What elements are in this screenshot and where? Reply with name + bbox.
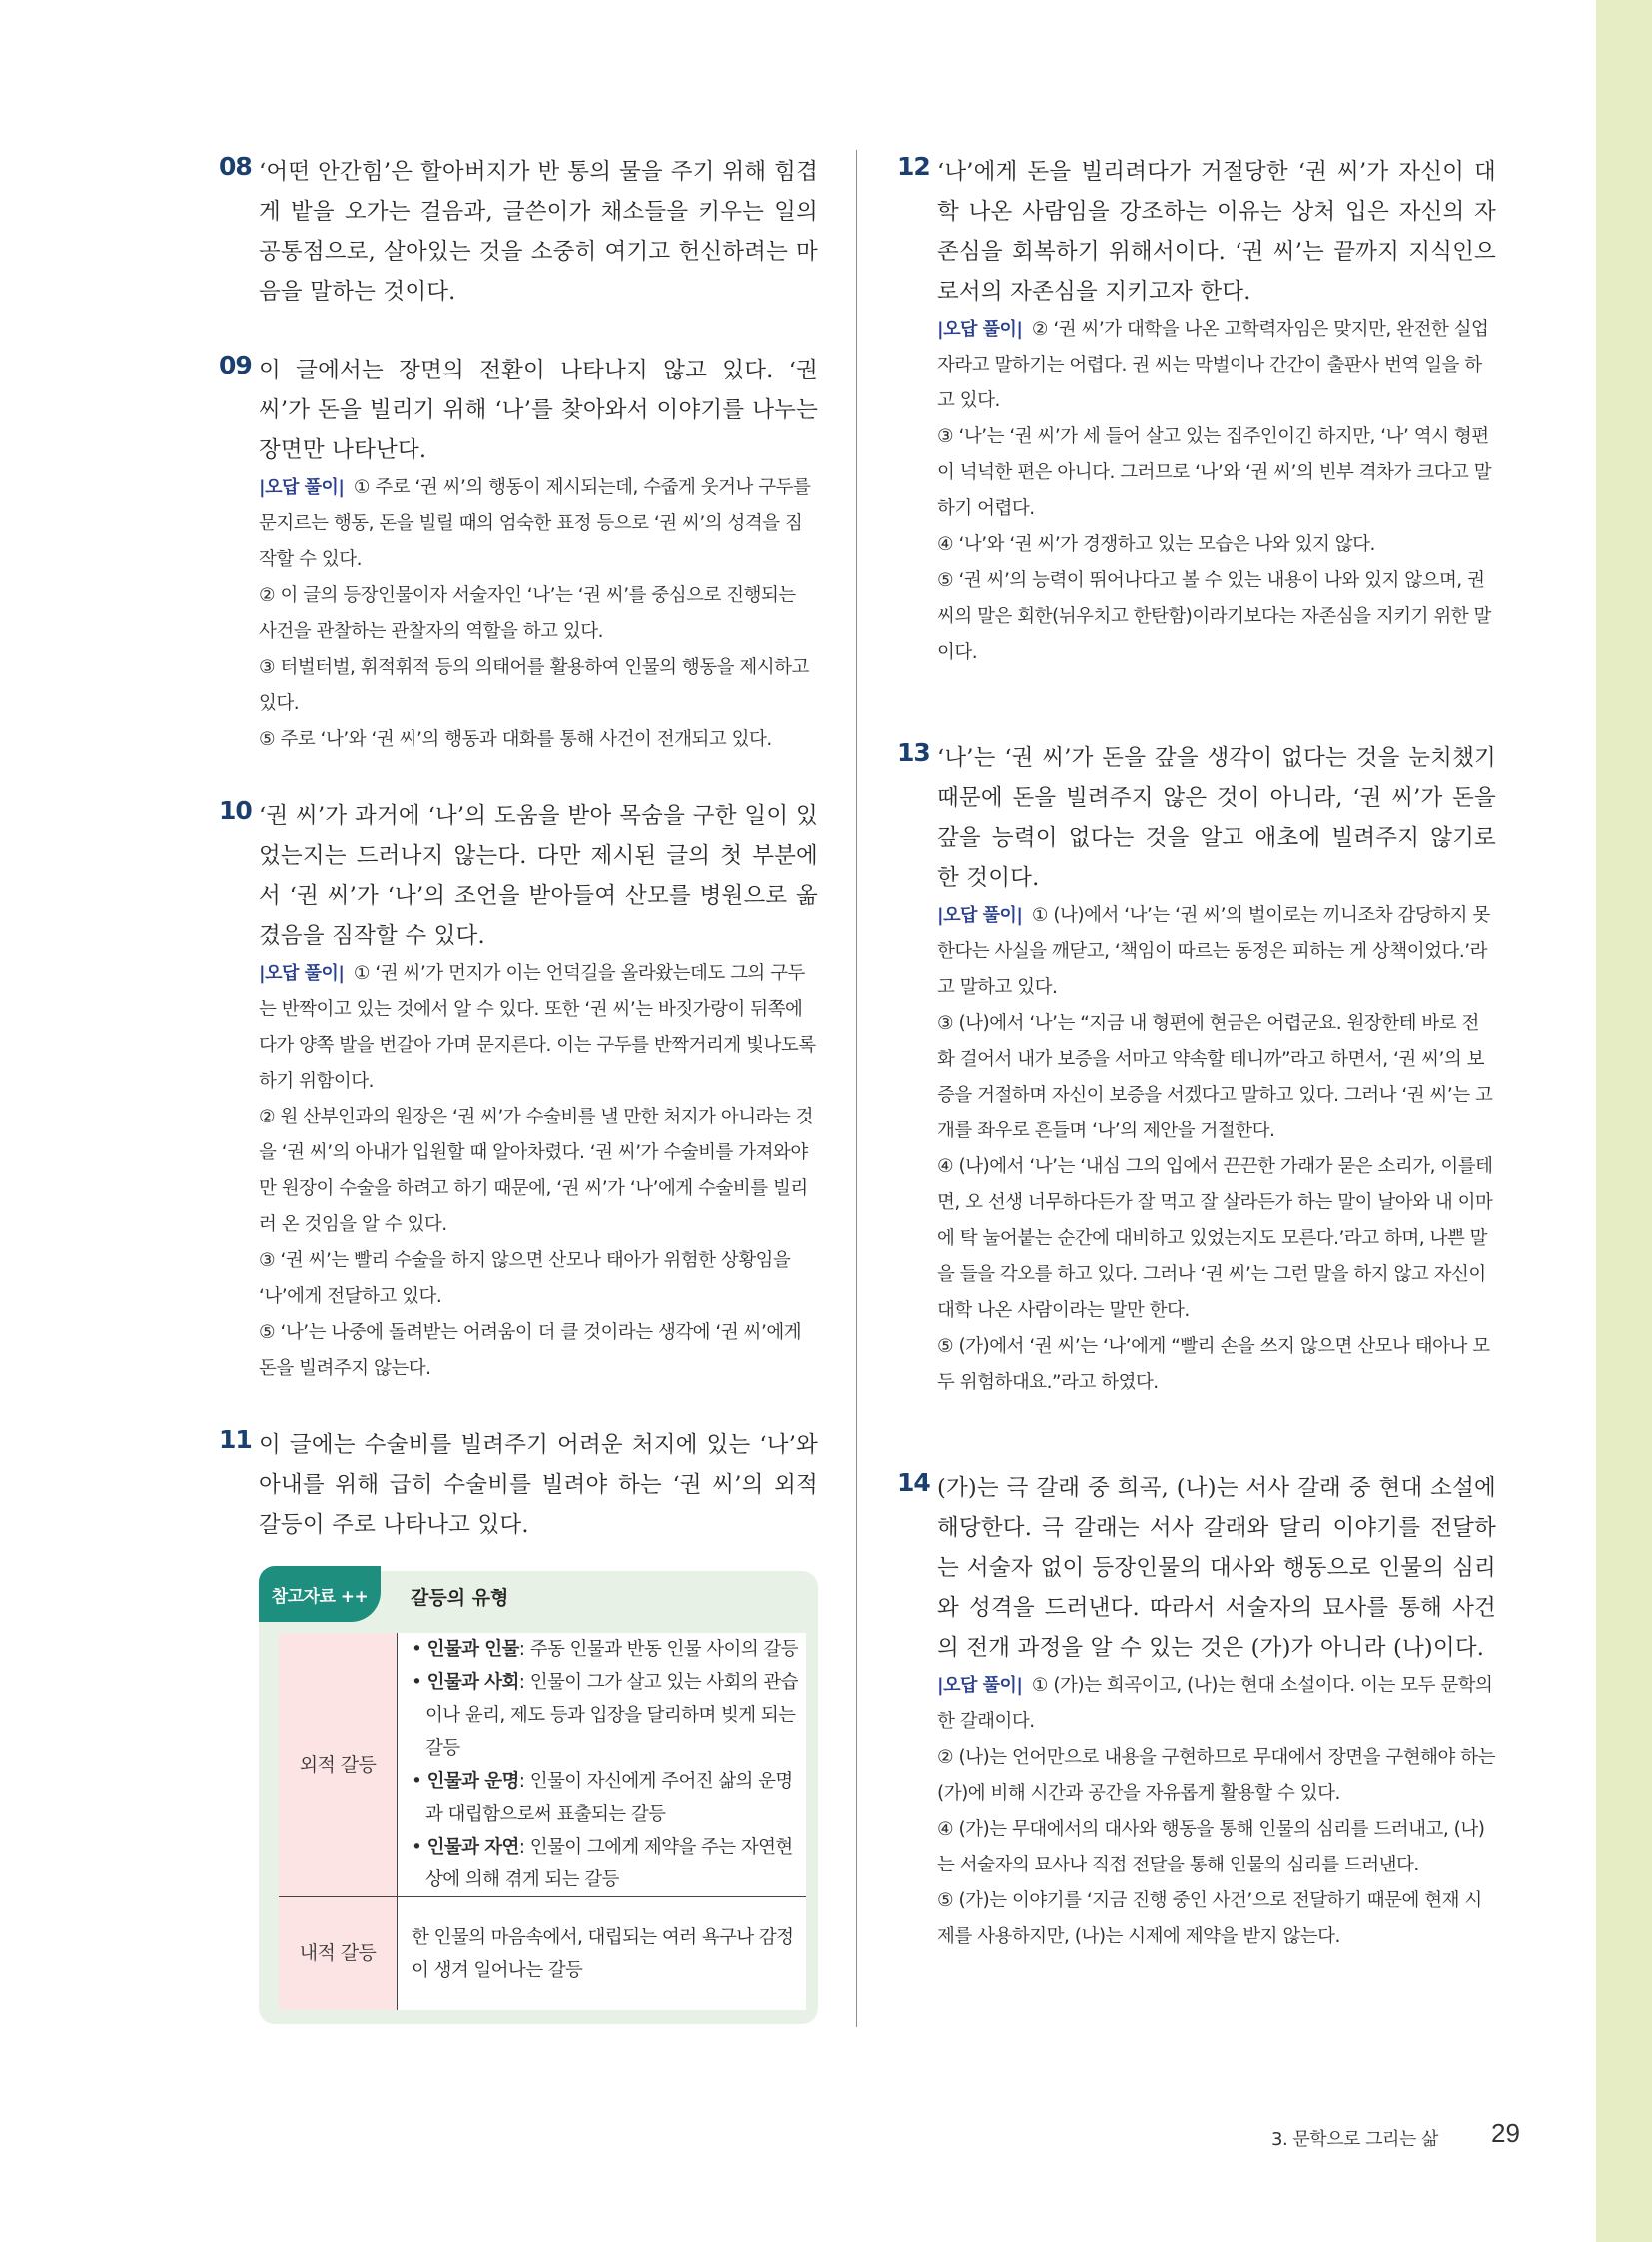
question-number: 08	[219, 152, 252, 181]
side-strip	[1596, 0, 1652, 2242]
column-divider	[856, 150, 857, 2027]
wrong-answer-tag: |오답 풀이|	[937, 1675, 1023, 1696]
reference-tab: 참고자료 ++	[259, 1566, 381, 1622]
question-number: 13	[897, 738, 930, 767]
conflict-item: • 인물과 운명: 인물이 자신에게 주어진 삶의 운명과 대립함으로써 표출되는 갈등	[412, 1771, 793, 1825]
answer-text: (가)는 극 갈래 중 희곡, (나)는 서사 갈래 중 현대 소설에 해당한다. 극 갈래는 서사 갈래와 달리 이야기를 전달하는 서술자 없이 등장인물의 대사와 행동으로 인물의 심리와 성격을 드러낸다. 따라서 서술자의 묘사를 통해 사건의 전개 과정을 알 수 있는 것은 (가)가 아니라 (나)이다.	[937, 1475, 1496, 1661]
wrong-answer-tag: |오답 풀이|	[937, 319, 1023, 340]
question-12	[897, 152, 1496, 671]
explanation-item: ⑤ (가)에서 ‘권 씨’는 ‘나’에게 “빨리 손을 쓰지 않으면 산모나 태아나 모두 위험하대요.”라고 하였다.	[937, 1336, 1490, 1393]
question-08	[219, 152, 818, 312]
answer-text: 이 글에는 수술비를 빌려주기 어려운 처지에 있는 ‘나’와 아내를 위해 급히 수술비를 빌려야 하는 ‘권 씨’의 외적 갈등이 주로 나타나고 있다.	[259, 1432, 818, 1538]
explanation-item: ② (나)는 언어만으로 내용을 구현하므로 무대에서 장면을 구현해야 하는 (가)에 비해 시간과 공간을 자유롭게 활용할 수 있다.	[937, 1747, 1495, 1804]
conflict-types-table	[279, 1633, 806, 2010]
question-number: 12	[897, 152, 930, 181]
external-conflict-label: 외적 갈등	[279, 1633, 398, 1897]
explanation-item: ② 이 글의 등장인물이자 서술자인 ‘나’는 ‘권 씨’를 중심으로 진행되는 사건을 관찰하는 관찰자의 역할을 하고 있다.	[259, 585, 796, 642]
explanation: |오답 풀이| ① ‘권 씨’가 먼지가 이는 언덕길을 올라왔는데도 그의 구두는 반짝이고 있는 것에서 알 수 있다. 또한 ‘권 씨’는 바짓가랑이 뒤쪽에다가 양쪽 발을 번갈아 가며 문지른다. 이는 구두를 반짝거리게 빛나도록 하기 위함이다. ② 원 산부인과의 원장은 ‘권 씨’가 수술비를 낼 만한 처지가 아니라는 것을 ‘권 씨’의 아내가 입원할 때 알아차렸다. ‘권 씨’가 수술비를 가져와야만 원장이 수술을 하려고 하기 때문에, ‘권 씨’가 ‘나’에게 수술비를 빌리러 온 것임을 알 수 있다. ③ ‘권 씨’는 빨리 수술을 하지 않으면 산모나 태아가 위험한 상황임을 ‘나’에게 전달하고 있다. ⑤ ‘나’는 나중에 돌려받는 어려움이 더 클 것이라는 생각에 ‘권 씨’에게 돈을 빌려주지 않는다.	[259, 956, 818, 1387]
explanation-item: ③ ‘나’는 ‘권 씨’가 세 들어 살고 있는 집주인이긴 하지만, ‘나’ 역시 형편이 넉넉한 편은 아니다. 그러므로 ‘나’와 ‘권 씨’의 빈부 격차가 크다고 말하기 어렵다.	[937, 426, 1492, 519]
explanation: |오답 풀이| ① (나)에서 ‘나’는 ‘권 씨’의 벌이로는 끼니조차 감당하지 못한다는 사실을 깨닫고, ‘책임이 따르는 동정은 피하는 게 상책이었다.’라고 말하고 있다. ③ (나)에서 ‘나’는 “지금 내 형편에 현금은 어렵군요. 원장한테 바로 전화 걸어서 내가 보증을 서마고 약속할 테니까”라고 하면서, ‘권 씨’의 보증을 거절하며 자신이 보증을 서겠다고 말하고 있다. 그러나 ‘권 씨’는 고개를 좌우로 흔들며 ‘나’의 제안을 거절한다. ④ (나)에서 ‘나’는 ‘내심 그의 입에서 끈끈한 가래가 묻은 소리가, 이를테면, 오 선생 너무하다든가 잘 먹고 잘 살라든가 하는 말이 날아와 내 이마에 탁 눌어붙는 순간에 대비하고 있었는지도 모른다.’라고 하며, 나쁜 말을 들을 각오를 하고 있다. 그러나 ‘권 씨’는 그런 말을 하지 않고 자신이 대학 나온 사람이라는 말만 한다. ⑤ (가)에서 ‘권 씨’는 ‘나’에게 “빨리 손을 쓰지 않으면 산모나 태아나 모두 위험하대요.”라고 하였다.	[937, 898, 1496, 1401]
explanation-item: ④ (나)에서 ‘나’는 ‘내심 그의 입에서 끈끈한 가래가 묻은 소리가, 이를테면, 오 선생 너무하다든가 잘 먹고 잘 살라든가 하는 말이 날아와 내 이마에 탁 눌어붙는 순간에 대비하고 있었는지도 모른다.’라고 하며, 나쁜 말을 들을 각오를 하고 있다. 그러나 ‘권 씨’는 그런 말을 하지 않고 자신이 대학 나온 사람이라는 말만 한다.	[937, 1156, 1493, 1321]
question-14	[897, 1468, 1496, 1955]
explanation: |오답 풀이| ① (가)는 희곡이고, (나)는 현대 소설이다. 이는 모두 문학의 한 갈래이다. ② (나)는 언어만으로 내용을 구현하므로 무대에서 장면을 구현해야 하는 (가)에 비해 시간과 공간을 자유롭게 활용할 수 있다. ④ (가)는 무대에서의 대사와 행동을 통해 인물의 심리를 드러내고, (나)는 서술자의 묘사나 직접 전달을 통해 인물의 심리를 드러낸다. ⑤ (가)는 이야기를 ‘지금 진행 중인 사건’으로 전달하기 때문에 현재 시제를 사용하지만, (나)는 시제에 제약을 받지 않는다.	[937, 1668, 1496, 1955]
explanation: |오답 풀이| ② ‘권 씨’가 대학을 나온 고학력자임은 맞지만, 완전한 실업자라고 말하기는 어렵다. 권 씨는 막벌이나 간간이 출판사 번역 일을 하고 있다. ③ ‘나’는 ‘권 씨’가 세 들어 살고 있는 집주인이긴 하지만, ‘나’ 역시 형편이 넉넉한 편은 아니다. 그러므로 ‘나’와 ‘권 씨’의 빈부 격차가 크다고 말하기 어렵다. ④ ‘나’와 ‘권 씨’가 경쟁하고 있는 모습은 나와 있지 않다. ⑤ ‘권 씨’의 능력이 뛰어나다고 볼 수 있는 내용이 나와 있지 않으며, 권 씨의 말은 회한(뉘우치고 한탄함)이라기보다는 자존심을 지키기 위한 말이다.	[937, 312, 1496, 671]
explanation-item: ④ ‘나’와 ‘권 씨’가 경쟁하고 있는 모습은 나와 있지 않다.	[937, 534, 1375, 555]
internal-conflict-label: 내적 갈등	[279, 1897, 398, 2011]
explanation-item: ⑤ ‘권 씨’의 능력이 뛰어나다고 볼 수 있는 내용이 나와 있지 않으며, 권 씨의 말은 회한(뉘우치고 한탄함)이라기보다는 자존심을 지키기 위한 말이다.	[937, 570, 1491, 663]
explanation: |오답 풀이| ① 주로 ‘권 씨’의 행동이 제시되는데, 수줍게 웃거나 구두를 문지르는 행동, 돈을 빌릴 때의 엄숙한 표정 등으로 ‘권 씨’의 성격을 짐작할 수 있다. ② 이 글의 등장인물이자 서술자인 ‘나’는 ‘권 씨’를 중심으로 진행되는 사건을 관찰하는 관찰자의 역할을 하고 있다. ③ 터벌터벌, 휘적휘적 등의 의태어를 활용하여 인물의 행동을 제시하고 있다. ⑤ 주로 ‘나’와 ‘권 씨’의 행동과 대화를 통해 사건이 전개되고 있다.	[259, 470, 818, 758]
footer-section-title: 3. 문학으로 그리는 삶	[1271, 2129, 1438, 2150]
page-number: 29	[1491, 2118, 1520, 2148]
reference-title: 갈등의 유형	[411, 1587, 509, 1609]
explanation-item: ③ ‘권 씨’는 빨리 수술을 하지 않으면 산모나 태아가 위험한 상황임을 ‘나’에게 전달하고 있다.	[259, 1250, 791, 1307]
wrong-answer-tag: |오답 풀이|	[937, 905, 1023, 926]
conflict-item: • 인물과 사회: 인물이 그가 살고 있는 사회의 관습이나 윤리, 제도 등과 입장을 달리하며 빚게 되는 갈등	[412, 1672, 798, 1759]
explanation-item: ⑤ ‘나’는 나중에 돌려받는 어려움이 더 클 것이라는 생각에 ‘권 씨’에게 돈을 빌려주지 않는다.	[259, 1322, 802, 1379]
answer-text: ‘어떤 안간힘’은 할아버지가 반 통의 물을 주기 위해 힘겹게 밭을 오가는 걸음과, 글쓴이가 채소들을 키우는 일의 공통점으로, 살아있는 것을 소중히 여기고 헌신하려는 마음을 말하는 것이다.	[259, 159, 818, 305]
question-10	[219, 796, 818, 1387]
internal-conflict-text: 한 인물의 마음속에서, 대립되는 여러 욕구나 감정이 생겨 일어나는 갈등	[412, 1926, 794, 1981]
wrong-answer-tag: |오답 풀이|	[259, 963, 345, 984]
answer-text: 이 글에서는 장면의 전환이 나타나지 않고 있다. ‘권 씨’가 돈을 빌리기 위해 ‘나’를 찾아와서 이야기를 나누는 장면만 나타난다.	[259, 358, 818, 463]
answer-text: ‘권 씨’가 과거에 ‘나’의 도움을 받아 목숨을 구한 일이 있었는지는 드러나지 않는다. 다만 제시된 글의 첫 부분에서 ‘권 씨’가 ‘나’의 조언을 받아들여 산모를 병원으로 옮겼음을 짐작할 수 있다.	[259, 803, 818, 949]
explanation-item: ③ (나)에서 ‘나’는 “지금 내 형편에 현금은 어렵군요. 원장한테 바로 전화 걸어서 내가 보증을 서마고 약속할 테니까”라고 하면서, ‘권 씨’의 보증을 거절하며 자신이 보증을 서겠다고 말하고 있다. 그러나 ‘권 씨’는 고개를 좌우로 흔들며 ‘나’의 제안을 거절한다.	[937, 1013, 1493, 1141]
conflict-item: • 인물과 자연: 인물이 그에게 제약을 주는 자연현상에 의해 겪게 되는 갈등	[412, 1837, 793, 1890]
explanation-item: ⑤ (가)는 이야기를 ‘지금 진행 중인 사건’으로 전달하기 때문에 현재 시제를 사용하지만, (나)는 시제에 제약을 받지 않는다.	[937, 1890, 1482, 1947]
answer-text: ‘나’에게 돈을 빌리려다가 거절당한 ‘권 씨’가 자신이 대학 나온 사람임을 강조하는 이유는 상처 입은 자신의 자존심을 회복하기 위해서이다. ‘권 씨’는 끝까지 지식인으로서의 자존심을 지키고자 한다.	[937, 159, 1496, 305]
question-number: 11	[219, 1425, 252, 1454]
question-09	[219, 351, 818, 758]
question-number: 10	[219, 796, 252, 825]
answer-text: ‘나’는 ‘권 씨’가 돈을 갚을 생각이 없다는 것을 눈치챘기 때문에 돈을 빌려주지 않은 것이 아니라, ‘권 씨’가 돈을 갚을 능력이 없다는 것을 알고 애초에 빌려주지 않기로 한 것이다.	[937, 745, 1496, 891]
wrong-answer-tag: |오답 풀이|	[259, 477, 345, 498]
question-number: 14	[897, 1468, 930, 1497]
question-number: 09	[219, 351, 252, 379]
explanation-item: ③ 터벌터벌, 휘적휘적 등의 의태어를 활용하여 인물의 행동을 제시하고 있다.	[259, 657, 809, 714]
explanation-item: ⑤ 주로 ‘나’와 ‘권 씨’의 행동과 대화를 통해 사건이 전개되고 있다.	[259, 729, 772, 750]
explanation-item: ④ (가)는 무대에서의 대사와 행동을 통해 인물의 심리를 드러내고, (나)는 서술자의 묘사나 직접 전달을 통해 인물의 심리를 드러낸다.	[937, 1819, 1485, 1875]
explanation-item: ② 원 산부인과의 원장은 ‘권 씨’가 수술비를 낼 만한 처지가 아니라는 것을 ‘권 씨’의 아내가 입원할 때 알아차렸다. ‘권 씨’가 수술비를 가져와야만 원장이 수술을 하려고 하기 때문에, ‘권 씨’가 ‘나’에게 수술비를 빌리러 온 것임을 알 수 있다.	[259, 1107, 814, 1235]
question-11	[219, 1425, 818, 1545]
reference-box	[259, 1571, 818, 2024]
reference-table-wrap	[279, 1633, 806, 2010]
conflict-item: • 인물과 인물: 주동 인물과 반동 인물 사이의 갈등	[412, 1639, 798, 1660]
question-13	[897, 738, 1496, 1401]
